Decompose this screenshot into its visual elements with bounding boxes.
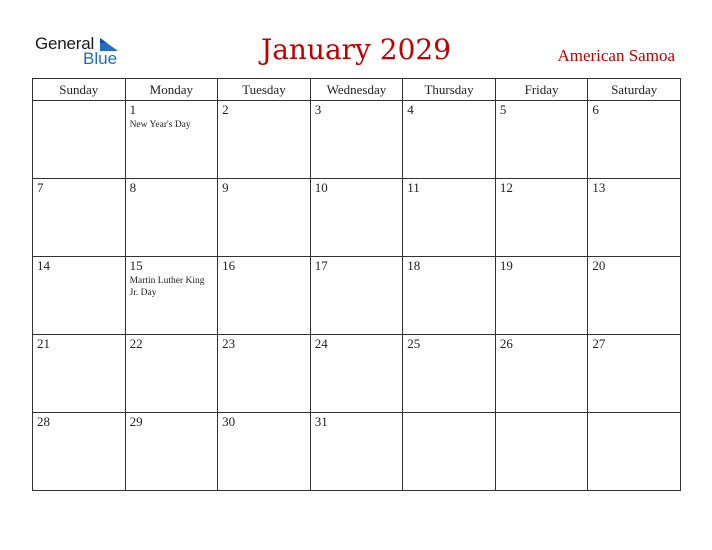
holiday-label xyxy=(588,351,680,353)
day-number: 30 xyxy=(222,414,236,429)
day-cell xyxy=(33,335,126,413)
day-cell xyxy=(588,335,681,413)
day-cell xyxy=(33,257,126,335)
day-cell xyxy=(403,101,496,179)
holiday-label xyxy=(218,429,310,431)
day-number: 12 xyxy=(499,180,513,195)
holiday-label xyxy=(496,351,588,353)
holiday-label xyxy=(33,195,125,197)
day-cell xyxy=(310,179,403,257)
weekday-sunday: Sunday xyxy=(33,79,126,101)
holiday-label xyxy=(311,351,403,353)
day-number: 25 xyxy=(407,336,421,351)
holiday-label xyxy=(126,195,218,197)
holiday-label xyxy=(588,415,680,417)
day-number: 21 xyxy=(37,336,50,351)
day-cell xyxy=(310,101,403,179)
day-cell xyxy=(495,257,588,335)
day-number: 28 xyxy=(37,414,50,429)
day-cell xyxy=(218,413,311,491)
weekday-tuesday: Tuesday xyxy=(218,79,311,101)
day-cell xyxy=(403,257,496,335)
day-number: 9 xyxy=(222,180,229,195)
week-row-1 xyxy=(33,101,681,179)
day-cell xyxy=(218,335,311,413)
day-cell xyxy=(310,257,403,335)
day-number: 11 xyxy=(407,180,420,195)
day-number: 15 xyxy=(129,258,143,273)
weekday-header-row xyxy=(33,79,681,101)
region-name: American Samoa xyxy=(557,46,675,65)
day-number: 18 xyxy=(407,258,421,273)
week-row-5 xyxy=(33,413,681,491)
week-row-3 xyxy=(33,257,681,335)
day-number: 3 xyxy=(314,102,322,117)
holiday-label xyxy=(403,415,495,417)
day-number: 14 xyxy=(37,258,50,273)
day-number: 16 xyxy=(222,258,236,273)
day-number: 29 xyxy=(129,414,143,429)
holiday-label xyxy=(403,117,495,119)
holiday-label xyxy=(311,429,403,431)
holiday-label xyxy=(403,351,495,353)
day-number: 31 xyxy=(314,414,328,429)
day-cell xyxy=(218,101,311,179)
holiday-label xyxy=(496,273,588,275)
weekday-thursday: Thursday xyxy=(403,79,496,101)
weekday-monday: Monday xyxy=(125,79,218,101)
day-cell xyxy=(403,179,496,257)
day-number: 6 xyxy=(592,102,599,117)
weekday-saturday: Saturday xyxy=(588,79,681,101)
day-cell xyxy=(495,413,588,491)
holiday-label xyxy=(311,195,403,197)
day-cell xyxy=(125,413,218,491)
week-row-4 xyxy=(33,335,681,413)
holiday-label xyxy=(496,415,588,417)
holiday-label xyxy=(311,117,403,119)
day-cell xyxy=(588,413,681,491)
day-cell xyxy=(125,335,218,413)
holiday-label xyxy=(218,195,310,197)
day-number: 10 xyxy=(314,180,328,195)
day-cell xyxy=(33,413,126,491)
day-number: 8 xyxy=(129,180,137,195)
holiday-label xyxy=(588,195,680,197)
holiday-label xyxy=(218,273,310,275)
holiday-label xyxy=(403,195,495,197)
day-cell xyxy=(495,335,588,413)
holiday-label xyxy=(496,195,588,197)
weekday-wednesday: Wednesday xyxy=(310,79,403,101)
day-number: 13 xyxy=(592,180,606,195)
day-cell xyxy=(495,179,588,257)
day-number: 17 xyxy=(314,258,328,273)
holiday-label xyxy=(33,351,125,353)
day-cell xyxy=(403,413,496,491)
holiday-label xyxy=(126,429,218,431)
day-cell xyxy=(33,179,126,257)
day-cell xyxy=(588,257,681,335)
day-cell xyxy=(33,101,126,179)
holiday-label xyxy=(218,117,310,119)
calendar-title: January 2029 xyxy=(260,33,452,66)
month-calendar xyxy=(32,78,681,491)
logo-word-blue: Blue xyxy=(83,49,118,68)
weekday-friday: Friday xyxy=(495,79,588,101)
day-cell xyxy=(310,413,403,491)
day-cell xyxy=(218,179,311,257)
holiday-label xyxy=(403,273,495,275)
day-cell xyxy=(125,179,218,257)
holiday-label: New Year's Day xyxy=(129,120,191,130)
day-number: 24 xyxy=(314,336,328,351)
holiday-label xyxy=(33,273,125,275)
holiday-label xyxy=(33,429,125,431)
day-number: 19 xyxy=(499,258,513,273)
day-number: 5 xyxy=(499,102,507,117)
day-cell xyxy=(218,257,311,335)
day-cell xyxy=(125,257,218,335)
day-cell xyxy=(495,101,588,179)
holiday-label xyxy=(496,117,588,119)
day-cell xyxy=(403,335,496,413)
day-cell xyxy=(310,335,403,413)
day-number: 2 xyxy=(222,102,229,117)
holiday-label xyxy=(33,103,125,105)
holiday-label xyxy=(218,351,310,353)
holiday-label xyxy=(126,351,218,353)
holiday-label xyxy=(588,273,680,275)
holiday-label xyxy=(311,273,403,275)
day-cell xyxy=(588,101,681,179)
logo-word-general: General xyxy=(35,34,95,53)
day-cell xyxy=(588,179,681,257)
day-number: 7 xyxy=(37,180,44,195)
day-cell xyxy=(125,101,218,179)
day-number: 1 xyxy=(129,102,137,117)
day-number: 26 xyxy=(499,336,513,351)
week-row-2 xyxy=(33,179,681,257)
holiday-label: Martin Luther King Jr. Day xyxy=(129,276,205,298)
day-number: 22 xyxy=(129,336,143,351)
day-number: 4 xyxy=(407,102,414,117)
day-number: 20 xyxy=(592,258,606,273)
day-number: 27 xyxy=(592,336,606,351)
holiday-label xyxy=(588,117,680,119)
day-number: 23 xyxy=(222,336,236,351)
